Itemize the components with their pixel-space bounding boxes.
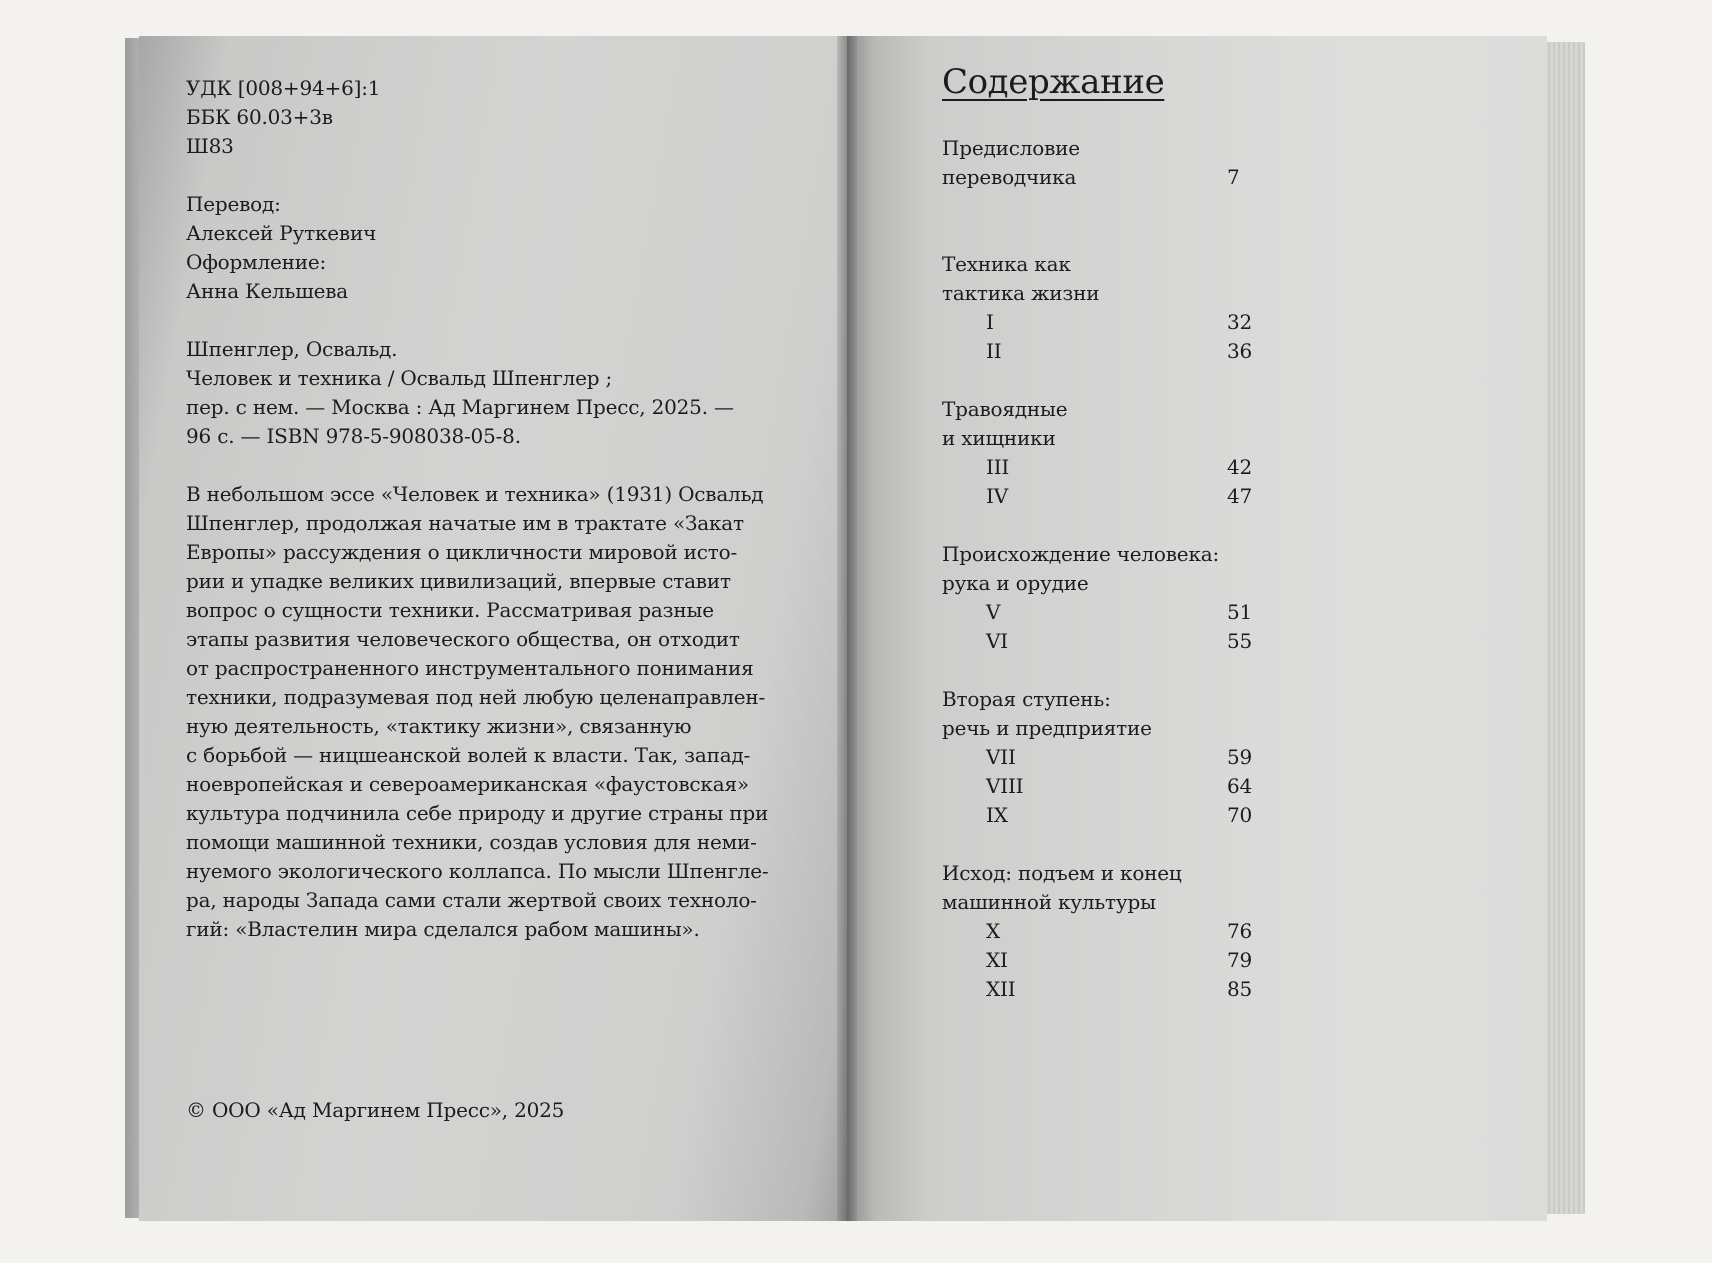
toc-section-heading: Техника как (942, 252, 1071, 276)
chapter-numeral: X (986, 919, 1001, 943)
book-spine-shadow (837, 36, 857, 1221)
toc-chapter-entry (942, 772, 1442, 801)
toc-page-number: 51 (1227, 600, 1253, 624)
toc-page-number: 64 (1227, 774, 1253, 798)
toc-page-number: 59 (1227, 745, 1253, 769)
annotation-line: Европы» рассуждения о цикличности мировой исто- (186, 540, 738, 564)
toc-section-heading: Вторая ступень: (942, 687, 1111, 711)
toc-section (942, 540, 1442, 656)
annotation-line: гий: «Властелин мира сделался рабом машины». (186, 917, 700, 941)
toc-page-number: 55 (1227, 629, 1253, 653)
copyright-notice: © ООО «Ад Маргинем Пресс», 2025 (186, 1098, 565, 1122)
toc-section-heading: тактика жизни (942, 281, 1100, 305)
bibliographic-line: Человек и техника / Освальд Шпенглер ; (186, 366, 613, 390)
annotation-line: В небольшом эссе «Человек и техника» (1931) Освальд (186, 482, 764, 506)
toc-chapter-entry (942, 453, 1442, 482)
table-of-contents (942, 134, 1442, 1033)
author-mark: Ш83 (186, 134, 234, 158)
credit-line: Оформление: (186, 250, 327, 274)
credit-line: Перевод: (186, 192, 281, 216)
toc-page-number: 7 (1227, 165, 1240, 189)
toc-chapter-entry (942, 917, 1442, 946)
toc-section-heading: рука и орудие (942, 571, 1089, 595)
toc-chapter-entry (942, 946, 1442, 975)
toc-chapter-entry (942, 337, 1442, 366)
chapter-numeral: IX (986, 803, 1008, 827)
toc-section-heading: Травоядные (942, 397, 1068, 421)
credit-line: Алексей Руткевич (186, 221, 377, 245)
annotation-line: с борьбой — ницшеанской волей к власти. Так, запад- (186, 743, 751, 767)
annotation-line: нуемого экологического коллапса. По мысли Шпенгле- (186, 859, 769, 883)
toc-section-heading: речь и предприятие (942, 716, 1152, 740)
annotation-line: Шпенглер, продолжая начатые им в трактате «Закат (186, 511, 744, 535)
toc-section-heading: и хищники (942, 426, 1056, 450)
open-book (125, 36, 1585, 1221)
toc-page-number: 47 (1227, 484, 1253, 508)
toc-title: Содержание (942, 62, 1165, 102)
annotation-line: вопрос о сущности техники. Рассматривая разные (186, 598, 714, 622)
chapter-numeral: III (986, 455, 1010, 479)
toc-page-number: 76 (1227, 919, 1253, 943)
right-page-edges (1545, 42, 1585, 1214)
toc-page-number: 79 (1227, 948, 1253, 972)
annotation-line: техники, подразумевая под ней любую целенаправлен- (186, 685, 766, 709)
toc-page-number: 42 (1227, 455, 1253, 479)
udk-code: УДК [008+94+6]:1 (186, 76, 381, 100)
annotation-line: ра, народы Запада сами стали жертвой своих техноло- (186, 888, 757, 912)
left-page (139, 36, 849, 1221)
toc-page-number: 70 (1227, 803, 1253, 827)
toc-chapter-entry (942, 975, 1442, 1004)
chapter-numeral: VIII (986, 774, 1024, 798)
toc-chapter-entry (942, 627, 1442, 656)
toc-section-heading: переводчика 7 (942, 163, 1442, 192)
toc-chapter-entry (942, 598, 1442, 627)
toc-page-number: 32 (1227, 310, 1253, 334)
annotation-line: культура подчинила себе природу и другие страны при (186, 801, 769, 825)
toc-page-number: 36 (1227, 339, 1253, 363)
toc-section-heading: машинной культуры (942, 890, 1156, 914)
annotation-line: ную деятельность, «тактику жизни», связанную (186, 714, 692, 738)
toc-chapter-entry (942, 801, 1442, 830)
chapter-numeral: XI (986, 948, 1008, 972)
bibliographic-line: Шпенглер, Освальд. (186, 337, 398, 361)
annotation-line: рии и упадке великих цивилизаций, впервые ставит (186, 569, 731, 593)
bbk-code: ББК 60.03+3в (186, 105, 333, 129)
toc-section-preface (942, 134, 1442, 192)
toc-section (942, 859, 1442, 1004)
toc-page-number: 85 (1227, 977, 1253, 1001)
toc-section (942, 685, 1442, 830)
chapter-numeral: I (986, 310, 994, 334)
annotation-paragraph (186, 480, 796, 944)
toc-chapter-entry (942, 482, 1442, 511)
credit-line: Анна Кельшева (186, 279, 349, 303)
annotation-line: ноевропейская и североамериканская «фаустовская» (186, 772, 749, 796)
bibliographic-line: пер. с нем. — Москва : Ад Маргинем Пресс, 2025. — (186, 395, 734, 419)
chapter-numeral: IV (986, 484, 1008, 508)
toc-chapter-entry (942, 743, 1442, 772)
chapter-numeral: VII (986, 745, 1016, 769)
bibliographic-line: 96 с. — ISBN 978-5-908038-05-8. (186, 424, 521, 448)
chapter-numeral: XII (986, 977, 1016, 1001)
toc-chapter-entry (942, 308, 1442, 337)
annotation-line: этапы развития человеческого общества, он отходит (186, 627, 740, 651)
toc-section (942, 395, 1442, 511)
chapter-numeral: VI (986, 629, 1008, 653)
toc-section-heading: Предисловие (942, 136, 1080, 160)
chapter-numeral: II (986, 339, 1002, 363)
annotation-line: помощи машинной техники, создав условия для неми- (186, 830, 757, 854)
imprint-block (186, 74, 796, 944)
toc-section (942, 250, 1442, 366)
chapter-numeral: V (986, 600, 1001, 624)
toc-section-heading: Исход: подъем и конец (942, 861, 1182, 885)
right-page (847, 36, 1547, 1221)
annotation-line: от распространенного инструментального понимания (186, 656, 754, 680)
toc-section-heading: Происхождение человека: (942, 542, 1220, 566)
